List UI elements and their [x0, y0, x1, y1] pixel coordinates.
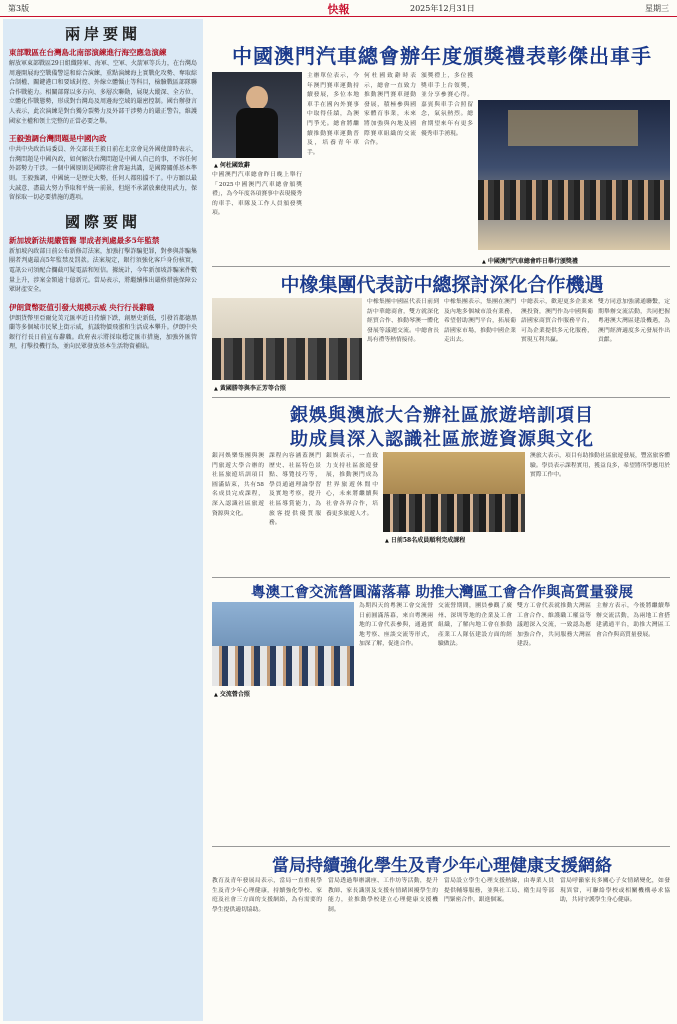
- article-column: 中橡集團中國區代表日前到訪中華總商會，雙方就深化經貿合作、推動琴澳一體化發展等議題交流。中總會長馬有禮等熱情接待。: [367, 299, 439, 344]
- article-column: 當局設立學生心理支援熱線，由專業人員提供輔導服務，並與社工局、衛生局等部門緊密合作，跟進個案。: [444, 878, 554, 904]
- divider: [212, 397, 670, 398]
- article-column: 當局透過舉辦講座、工作坊等活動，提升教師、家長識別及支援有情緒困擾學生的能力，並推動學校建立心理健康支援機制。: [328, 878, 438, 913]
- article-column: 雙方同意加強溝通聯繫，定期舉辦交流活動，共同把握粵港澳大灣區建設機遇，為澳門經濟適度多元發展作出貢獻。: [598, 299, 670, 344]
- photo-group-meeting: [212, 298, 362, 380]
- issue-date: 2025年12月31日: [410, 4, 475, 13]
- article-column: 銀河娛樂集團與澳門旅遊大學合辦的社區旅遊培訓項目圓滿結束，共有58名成員完成課程，深入認識社區旅遊資源與文化。: [212, 453, 264, 517]
- headline-rubber-group: 中橡集團代表訪中總探討深化合作機遇: [280, 274, 604, 296]
- headline-union-camp: 粵澳工會交流營圓滿落幕 助推大灣區工會合作與高質量發展: [250, 584, 634, 601]
- article-title: 新加坡新法規嚴管醫 罪成者判處最多5年監禁: [9, 235, 160, 245]
- headline-galaxy-2: 助成員深入認識社區旅遊資源與文化: [290, 429, 594, 450]
- divider: [212, 846, 670, 847]
- article-column: 主辦單位表示，今年澳門賽車運動持續發展，多位本地車手在國內外賽事中取得佳績，為澳門爭光。總會將繼續推動賽車運動普及，培養青年車手。: [307, 73, 359, 156]
- photo-caption: ▲ 黃國勝等與李正芳等合照: [214, 383, 286, 392]
- photo-caption: ▲ 何杜國致辭: [214, 160, 250, 169]
- headline-motor-awards: 中國澳門汽車總會辦年度頒獎禮表彰傑出車手: [232, 44, 652, 68]
- photo-speaker: [212, 72, 302, 158]
- article-title: 王毅強調台灣問題是中國內政: [9, 134, 107, 144]
- photo-training-graduates: [383, 452, 525, 532]
- masthead: [0, 0, 677, 17]
- issue-weekday: 星期三: [645, 4, 669, 13]
- photo-caption: ▲ 中國澳門汽車總會昨日舉行頒獎禮: [482, 256, 578, 265]
- divider: [212, 577, 670, 578]
- article-column: 頒獎禮上，多位獲獎車手上台領獎，並分享參賽心得。嘉賓與車手合照留念，氣氛熱烈。總會期望來年有更多優秀車手湧現。: [421, 73, 473, 137]
- photo-award-ceremony: [478, 100, 670, 250]
- article-column: 銀娛表示，一直致力支持社區旅遊發展，推動澳門成為世界旅遊休閒中心，未來將繼續與社會各界合作，培養更多旅遊人才。: [326, 453, 378, 517]
- article-column: 何杜國致辭時表示，總會一直致力推動澳門賽車運動發展，積極參與國家體育事業，未來將加強與內地及國際賽車組織的交流合作。: [364, 73, 416, 147]
- left-column: [3, 19, 203, 1021]
- page-number: 第3版: [8, 4, 30, 13]
- article-title: 東部戰區在台灣島北南部演練進行海空應急演練: [9, 48, 167, 57]
- article-column: 交流營期間，團員參觀了廣州、深圳等地的企業及工會組織，了解內地工會在推動產業工人隊伍建設方面的經驗做法。: [438, 603, 512, 648]
- article-column: 中橡集團表示，集團在澳門及內地多個城市設有業務，希望借助澳門平台，拓展葡語國家市場，推動中國企業走出去。: [444, 299, 516, 344]
- section-title-cross-strait: 兩岸要聞: [64, 25, 141, 43]
- article-title: 伊朗貨幣貶值引發大規模示威 央行行長辭職: [9, 302, 155, 312]
- article-column: 澳旅大表示，項目有助推動社區旅遊發展，豐富旅客體驗。學員表示課程實用，獲益良多，希望將所學應用於實際工作中。: [530, 453, 670, 479]
- article-column: 主辦方表示，今後將繼續舉辦交流活動，為兩地工會搭建溝通平台，助推大灣區工會合作與高質量發展。: [596, 603, 670, 638]
- photo-caption: ▲ 日前58名成員順利完成課程: [385, 535, 465, 544]
- article-body: 中共中央政治局委員、外交部長王毅日前在北京會見外國使節時表示，台灣問題是中國內政，如何解決台灣問題是中國人自己的事，不容任何外部勢力干涉。一個中國原則是國際社會普遍共識，是國際關係基本準則。王毅強調，中國統一是歷史大勢，任何人都阻擋不了。中方願以最大誠意、盡最大努力爭取和平統一前景，但絕不承諾放棄使用武力，保留採取一切必要措施的選項。: [9, 146, 197, 202]
- divider: [212, 266, 670, 267]
- photo-caption: ▲ 交流營合照: [214, 689, 250, 698]
- photo-union-group: [212, 602, 354, 686]
- article-column: 中國澳門汽車總會昨日晚上舉行「2025中國澳門汽車總會頒獎禮」，為今年度各項賽事中表現優秀的車手、車隊及工作人員頒發獎項。: [212, 172, 302, 217]
- section-title-international: 國際要聞: [64, 212, 141, 231]
- article-column: 中總表示，歡迎更多企業來澳投資，澳門作為中國與葡語國家商貿合作服務平台，可為企業提供多元化服務，實現互利共贏。: [521, 299, 593, 344]
- article-column: 當局呼籲家長多關心子女情緒變化，如發現異常，可聯絡學校或相關機構尋求協助，共同守護學生身心健康。: [560, 878, 670, 904]
- article-body: 新加坡內政部日前公布新修訂法案，加強打擊詐騙犯罪，對參與詐騙集團者判處最高5年監禁及罰款。法案規定，銀行須強化客戶身份核實，電訊公司須配合攔截可疑電話和短信。據統計，今年新加坡詐騙案件數量上升，涉案金額逾十億新元。當局表示，將繼續推出嚴格措施保障公眾財產安全。: [9, 247, 197, 294]
- article-column: 雙方工會代表就推動大灣區工會合作、維護職工權益等議題深入交流，一致認為應加強合作，共同服務大灣區建設。: [517, 603, 591, 648]
- headline-mental-health: 當局持續強化學生及青少年心理健康支援網絡: [272, 856, 612, 876]
- article-column: 教育及青年發展局表示，當局一直重視學生及青少年心理健康，持續強化學校、家庭及社會三方面的支援網絡，為有需要的學生提供適切協助。: [212, 878, 322, 913]
- article-column: 為期四天的粵澳工會交流營日前圓滿落幕，來自粵澳兩地的工會代表參與，通過實地考察、座談交流等形式，加深了解，促進合作。: [359, 603, 433, 648]
- headline-galaxy-1: 銀娛與澳旅大合辦社區旅遊培訓項目: [290, 405, 594, 426]
- article-body: 伊朗貨幣里亞爾兌美元匯率近日持續下跌，創歷史新低，引發首都德黑蘭等多個城市民眾上街示威，抗議物價飛漲和生活成本攀升。伊朗中央銀行行長日前宣布辭職。政府表示將採取穩定匯市措施，加強外匯管理，打擊投機行為，並向民眾發放基本生活物資補貼。: [9, 314, 197, 351]
- newspaper-title: 快報: [327, 3, 350, 16]
- article-body: 解放軍東部戰區29日組織陸軍、海軍、空軍、火箭軍等兵力，在台灣島周邊開展海空戰備警巡和綜合演練，重點演練海上實戰化攻勢、奪取綜合制權、關鍵港口和要域封控、外線立體懾止等科目，檢驗戰區部隊聯合作戰能力。相關部隊以多方向、多層次聯動，展現大縱深、全方位、立體化作戰態勢，形成對台灣島及周邊海空域的嚴密控制。國台辦發言人表示，此次演練是對台獨分裂勢力及外部干涉勢力的嚴正警告，維護國家主權和領土完整的正當必要之舉。: [9, 60, 197, 125]
- article-column: 課程內容涵蓋澳門歷史、社區特色景點、導覽技巧等，學員通過理論學習及實地考察，提升社區導賞能力，為旅客提供優質服務。: [269, 453, 321, 527]
